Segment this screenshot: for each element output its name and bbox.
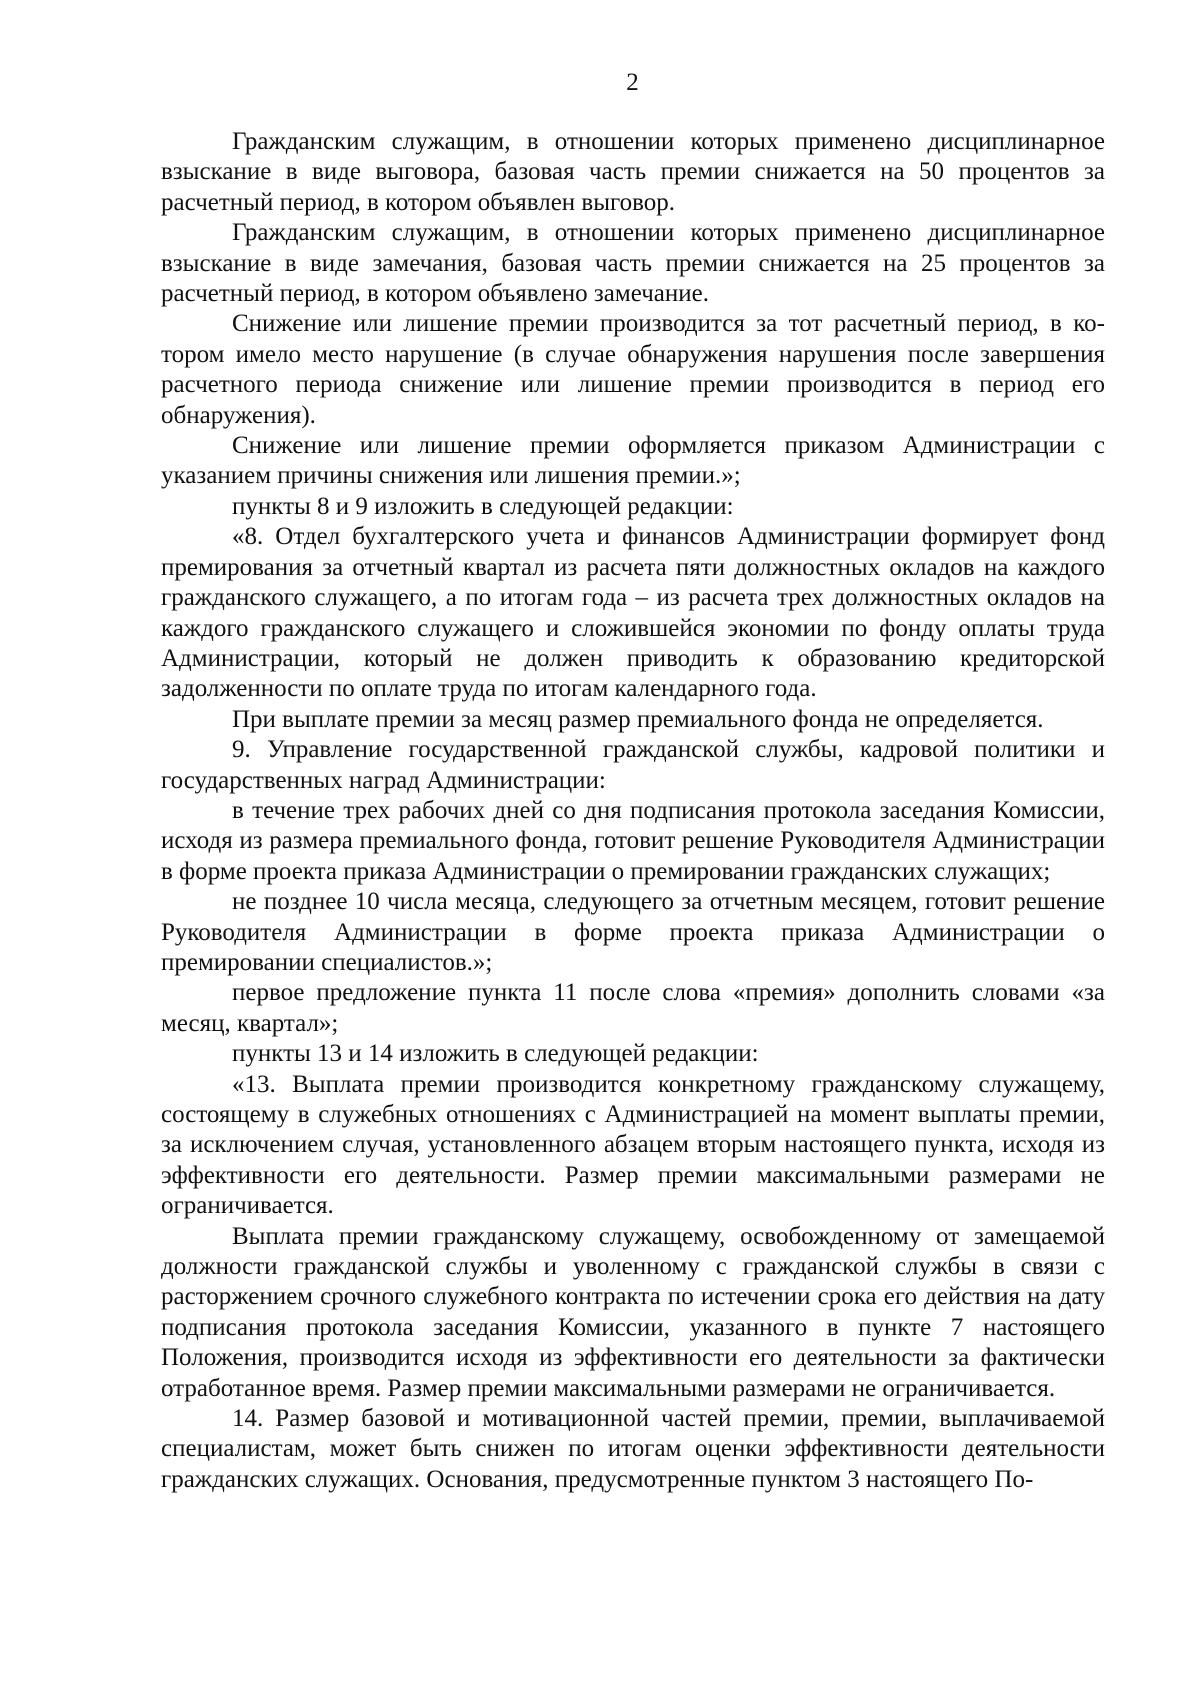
paragraph-items-13-14-intro: пункты 13 и 14 изложить в следующей редакции: [232, 1040, 759, 1068]
paragraph-reduction-period: Снижение или лишение премии производится за тот расчетный период, в котором имело место нарушение (в случае обнаружения нарушения после завершения расчетного периода снижение или лишение премии производится в период его обнаружения). [161, 310, 1105, 429]
paragraph-item-9-specialists: не позднее 10 числа месяца, следующего за отчетным месяцем, готовит решение Руководителя Администрации в форме проекта приказа Администрации о премировании специалистов.»; [161, 888, 1105, 976]
paragraph-item-14: 14. Размер базовой и мотивационной частей премии, премии, выплачиваемой специалистам, может быть снижен по итогам оценки эффективности деятельности гражданских служащих. Основания, предусмотренные пунктом 3 настоящего По- [161, 1405, 1105, 1493]
paragraph-items-8-9-intro: пункты 8 и 9 изложить в следующей редакции: [232, 492, 734, 520]
paragraph-item-11-amendment: первое предложение пункта 11 после слова «премия» дополнить словами «за месяц, квартал»; [161, 979, 1105, 1037]
paragraph-reprimand-reduction: Гражданским служащим, в отношении которых применено дисциплинарное взыскание в виде выговора, базовая часть премии снижается на 50 процентов за расчетный период, в котором объявлен выговор. [161, 128, 1105, 216]
paragraph-item-8: «8. Отдел бухгалтерского учета и финансов Администрации формирует фонд премирования за отчетный квартал из расчета пяти должностных окладов на каждого гражданского служащего, а по итогам года – из расчета трех должностных окладов на каждого гражданского служащего и сложившейся экономии по фонду оплаты труда Администрации, который не должен приводить к образованию кредиторской задолженности по оплате труда по итогам календарного года. [161, 523, 1105, 703]
paragraph-reduction-order: Снижение или лишение премии оформляется приказом Администрации с указанием причины снижения или лишения премии.»; [161, 432, 1105, 490]
paragraph-item-9-civil-servants: в течение трех рабочих дней со дня подписания протокола заседания Комиссии, исходя из размера премиального фонда, готовит решение Руководителя Администрации в форме проекта приказа Администрации о премировании гражданских служащих; [161, 796, 1105, 885]
document-body [161, 127, 1105, 1495]
paragraph-monthly-fund: При выплате премии за месяц размер премиального фонда не определяется. [232, 705, 1044, 733]
paragraph-item-13-dismissed: Выплата премии гражданскому служащему, освобожденному от замещаемой должности гражданской службы и уволенному с гражданской службы в связи с расторжением срочного служебного контракта по истечении срока его действия на дату подписания протокола заседания Комиссии, указанного в пункте 7 настоящего Положения, производится исходя из эффективности его деятельности за фактически отработанное время. Размер премии максимальными размерами не ограничивается. [161, 1222, 1105, 1402]
page-number: 2 [626, 69, 639, 96]
paragraph-remark-reduction: Гражданским служащим, в отношении которых применено дисциплинарное взыскание в виде замечания, базовая часть премии снижается на 25 процентов за расчетный период, в котором объявлено замечание. [161, 219, 1105, 308]
paragraph-item-9: 9. Управление государственной гражданской службы, кадровой политики и государственных наград Администрации: [161, 736, 1105, 794]
paragraph-item-13: «13. Выплата премии производится конкретному гражданскому служащему, состоящему в служебных отношениях с Администрацией на момент выплаты премии, за исключением случая, установленного абзацем вторым настоящего пункта, исходя из эффективности его деятельности. Размер премии максимальными размерами не ограничивается. [161, 1070, 1105, 1220]
